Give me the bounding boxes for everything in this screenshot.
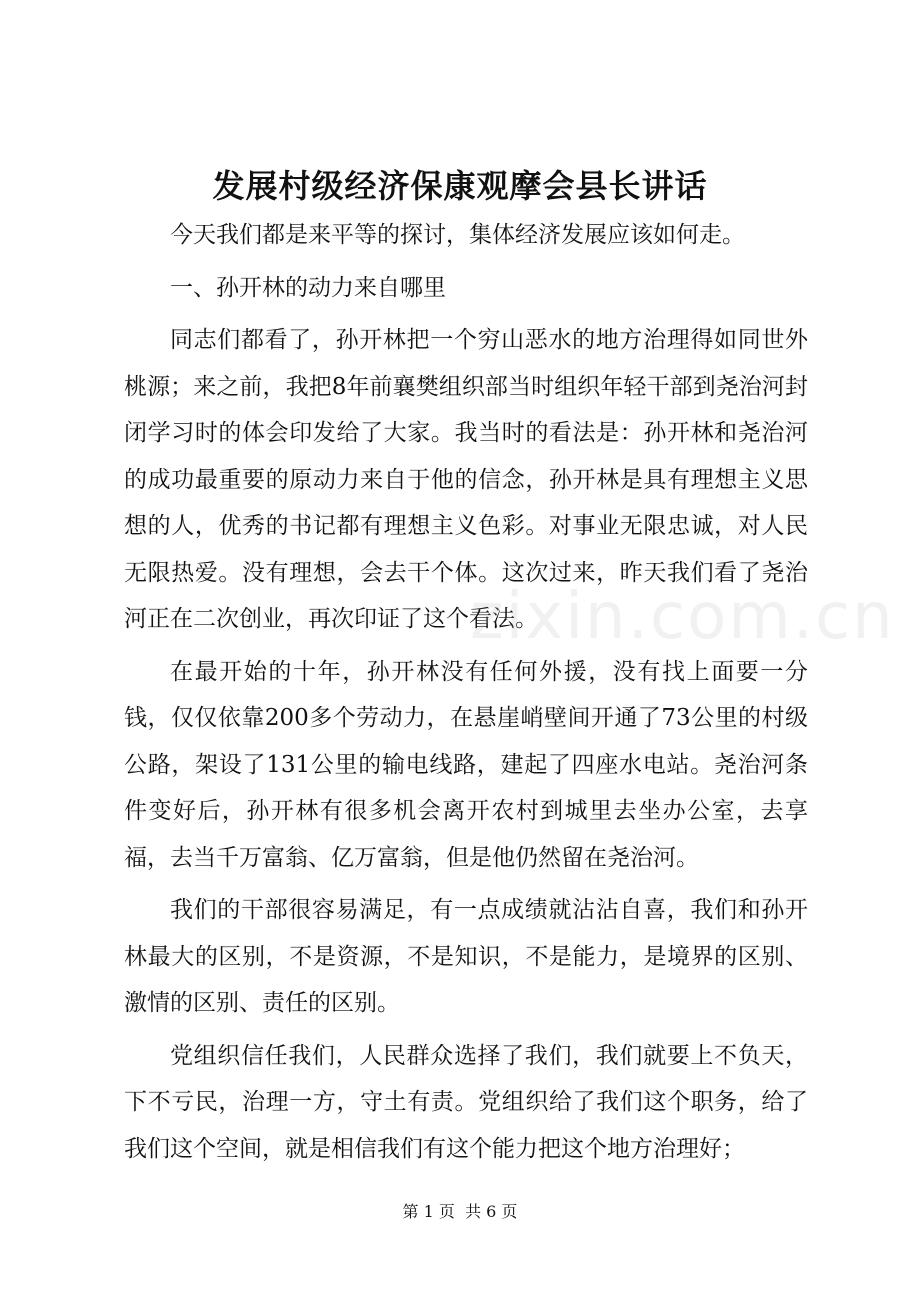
document-title: 发展村级经济保康观摩会县长讲话	[212, 167, 708, 205]
page-footer	[0, 1198, 920, 1226]
watermark: zixin.com.cn	[470, 580, 895, 654]
document-body	[124, 212, 808, 1172]
section-heading: 一、孙开林的动力来自哪里	[170, 274, 446, 301]
paragraph-2: 在最开始的十年，孙开林没有任何外援，没有找上面要一分钱，仅仅依靠200多个劳动力，在悬崖峭壁间开通了73公里的村级公路，架设了131公里的输电线路，建起了四座水电站。尧治河条件变好后，孙开林有很多机会离开农村到城里去坐办公室，去享福，去当千万富翁、亿万富翁，但是他仍然留在尧治河。	[124, 658, 808, 871]
paragraph-1: 同志们都看了，孙开林把一个穷山恶水的地方治理得如同世外桃源；来之前，我把8年前襄樊组织部当时组织年轻干部到尧治河封闭学习时的体会印发给了大家。我当时的看法是：孙开林和尧治河的成功最重要的原动力来自于他的信念，孙开林是具有理想主义思想的人，优秀的书记都有理想主义色彩。对事业无限忠诚，对人民无限热爱。没有理想，会去干个体。这次过来，昨天我们看了尧治河正在二次创业，再次印证了这个看法。	[124, 327, 808, 632]
page-number: 第 1 页 共 6 页	[402, 1202, 518, 1221]
paragraph-3: 我们的干部很容易满足，有一点成绩就沾沾自喜，我们和孙开林最大的区别，不是资源，不是知识，不是能力，是境界的区别、激情的区别、责任的区别。	[124, 897, 808, 1016]
paragraph-intro: 今天我们都是来平等的探讨，集体经济发展应该如何走。	[170, 222, 745, 248]
paragraph-4: 党组织信任我们，人民群众选择了我们，我们就要上不负天，下不亏民，治理一方，守土有责。党组织给了我们这个职务，给了我们这个空间，就是相信我们有这个能力把这个地方治理好；	[124, 1042, 808, 1162]
